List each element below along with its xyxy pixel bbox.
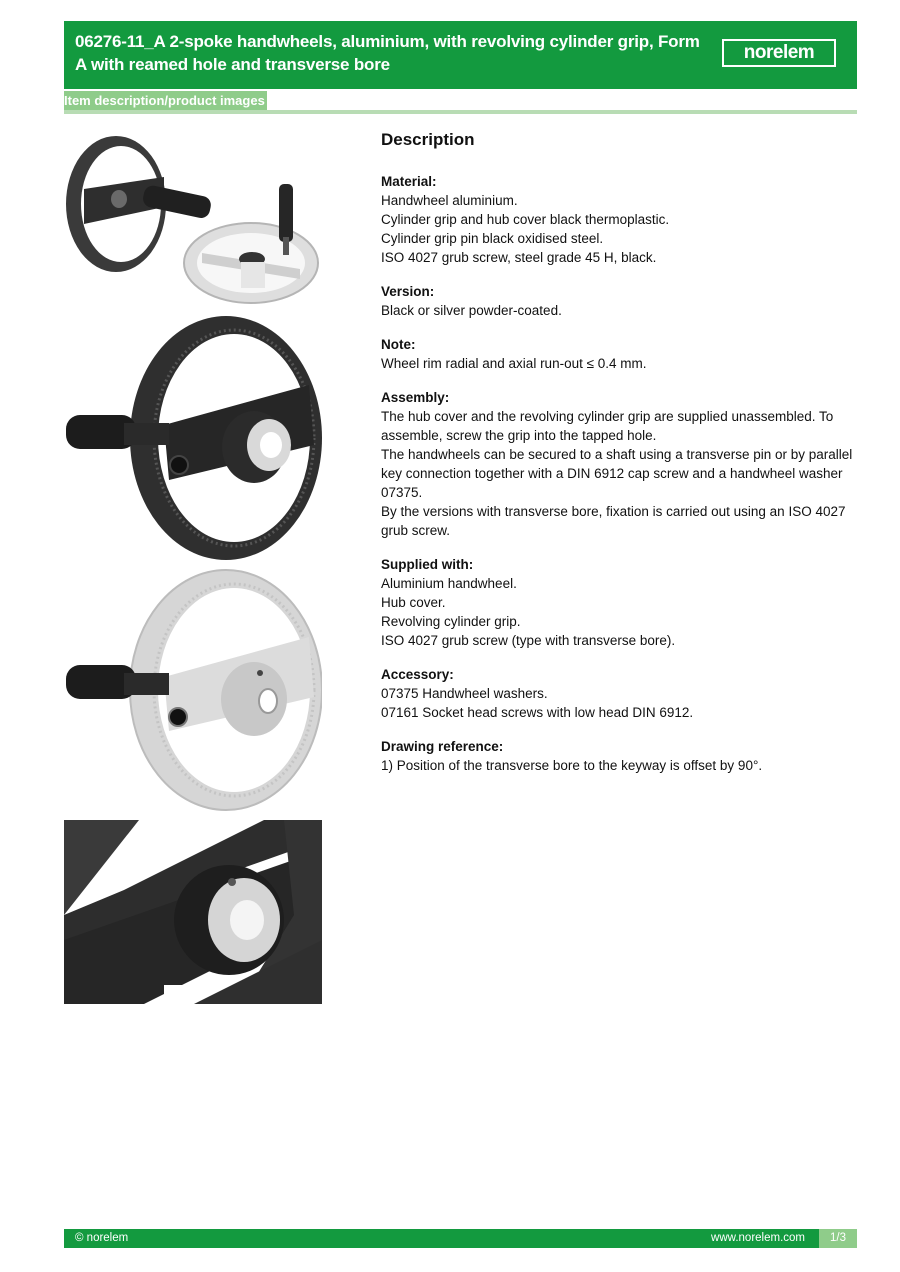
section-divider [64, 110, 857, 114]
section-line: The hub cover and the revolving cylinder grip are supplied unassembled. To assemble, screw the grip into the tapped hole. [381, 409, 834, 443]
section-title: Assembly: [381, 390, 450, 405]
website-link[interactable]: www.norelem.com [711, 1232, 805, 1244]
material-section [381, 172, 857, 267]
supplied-with-section [381, 555, 857, 650]
section-line: The handwheels can be secured to a shaft using a transverse pin or by parallel key connection together with a DIN 6912 cap screw and a handwheel washer 07375. [381, 447, 853, 500]
description-panel [381, 128, 857, 790]
document-title: 06276-11_A 2-spoke handwheels, aluminium, with revolving cylinder grip, Form A with reamed hole and transverse bore [75, 32, 700, 74]
assembly-section [381, 388, 857, 540]
handwheel-silver-icon [64, 569, 322, 813]
drawing-reference-section [381, 737, 857, 775]
product-image-black [64, 315, 322, 561]
description-heading: Description [381, 130, 475, 149]
section-line: 07375 Handwheel washers. [381, 686, 548, 701]
section-line: ISO 4027 grub screw, steel grade 45 H, black. [381, 250, 657, 265]
section-tab-label: Item description/product images [64, 93, 265, 108]
section-line: Cylinder grip pin black oxidised steel. [381, 231, 604, 246]
section-title: Drawing reference: [381, 739, 504, 754]
section-line: Black or silver powder-coated. [381, 303, 562, 318]
product-image-silver [64, 569, 322, 813]
handwheel-hub-detail-icon [64, 820, 322, 1004]
page-footer [64, 1229, 857, 1248]
product-image-detail [64, 820, 322, 1004]
section-line: 07161 Socket head screws with low head DIN 6912. [381, 705, 694, 720]
norelem-logo [722, 39, 836, 67]
section-line: Revolving cylinder grip. [381, 614, 521, 629]
section-line: Hub cover. [381, 595, 446, 610]
section-line: ISO 4027 grub screw (type with transverse bore). [381, 633, 676, 648]
section-line: By the versions with transverse bore, fixation is carried out using an ISO 4027 grub screw. [381, 504, 846, 538]
section-line: 1) Position of the transverse bore to the keyway is offset by 90°. [381, 758, 763, 773]
page-number: 1/3 [819, 1229, 857, 1248]
logo-text: norelem [743, 42, 815, 63]
handwheel-black-icon [64, 315, 322, 561]
copyright-text: © norelem [75, 1232, 129, 1244]
section-line: Handwheel aluminium. [381, 193, 518, 208]
section-line: Wheel rim radial and axial run-out ≤ 0.4 mm. [381, 356, 647, 371]
section-title: Accessory: [381, 667, 454, 682]
section-title: Note: [381, 337, 416, 352]
accessory-section [381, 665, 857, 722]
section-title: Supplied with: [381, 557, 474, 572]
section-title: Material: [381, 174, 437, 189]
version-section [381, 282, 857, 320]
note-section [381, 335, 857, 373]
page-header [64, 21, 857, 89]
section-line: Aluminium handwheel. [381, 576, 517, 591]
handwheel-pair-icon [64, 129, 322, 305]
product-image-pair [64, 129, 322, 305]
section-title: Version: [381, 284, 435, 299]
section-line: Cylinder grip and hub cover black thermoplastic. [381, 212, 670, 227]
